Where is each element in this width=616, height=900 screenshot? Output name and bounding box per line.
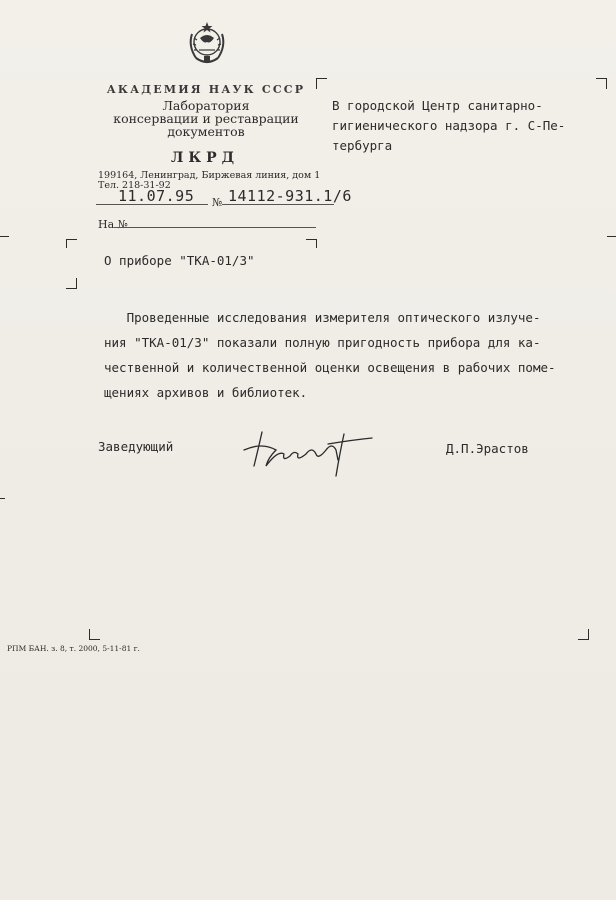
letter-date: 11.07.95 bbox=[118, 187, 195, 205]
org-phone: Тел. 218-31-92 bbox=[98, 180, 171, 191]
state-emblem-icon bbox=[186, 20, 228, 68]
number-underline bbox=[222, 204, 334, 205]
letter-number: 14112-931.1/6 bbox=[228, 187, 352, 205]
corner-mark bbox=[66, 278, 77, 289]
letter-body: Проведенные исследования измерителя оптического излуче- ния "ТКА-01/3" показали полную пригодность прибора для ка- чественной и количественной оценки освещения в рабочих поме- щениях архивов и библиотек. bbox=[104, 310, 556, 400]
print-footer: РПМ БАН. з. 8, т. 2000, 5-11-81 г. bbox=[7, 644, 140, 653]
corner-mark bbox=[316, 78, 327, 89]
recipient-address: В городской Центр санитарно- гигиенического надзора г. С-Пе- тербурга bbox=[332, 98, 566, 153]
date-underline bbox=[96, 204, 208, 205]
lab-line: Лаборатория bbox=[162, 98, 250, 113]
corner-mark bbox=[66, 239, 77, 248]
org-address: 199164, Ленинград, Биржевая линия, дом 1 bbox=[98, 170, 321, 181]
lab-line: консервации и реставрации bbox=[113, 111, 299, 126]
corner-mark bbox=[89, 629, 100, 640]
corner-mark bbox=[578, 629, 589, 640]
signatory-name: Д.П.Эрастов bbox=[446, 441, 529, 456]
fold-tick bbox=[0, 498, 5, 499]
signatory-title: Заведующий bbox=[98, 439, 174, 454]
org-title: АКАДЕМИЯ НАУК СССР bbox=[106, 83, 306, 96]
fold-tick bbox=[607, 236, 616, 237]
org-abbreviation: ЛКРД bbox=[170, 150, 240, 166]
lab-name bbox=[96, 99, 316, 138]
fold-tick bbox=[0, 236, 9, 237]
corner-mark bbox=[596, 78, 607, 89]
letter-subject: О приборе "ТКА-01/3" bbox=[104, 253, 255, 268]
lab-line: документов bbox=[167, 124, 245, 139]
number-label: № bbox=[212, 196, 223, 209]
reply-to-underline bbox=[114, 227, 316, 228]
reply-to-label: На № bbox=[98, 218, 129, 231]
corner-mark bbox=[306, 239, 317, 248]
handwritten-signature bbox=[232, 420, 382, 480]
